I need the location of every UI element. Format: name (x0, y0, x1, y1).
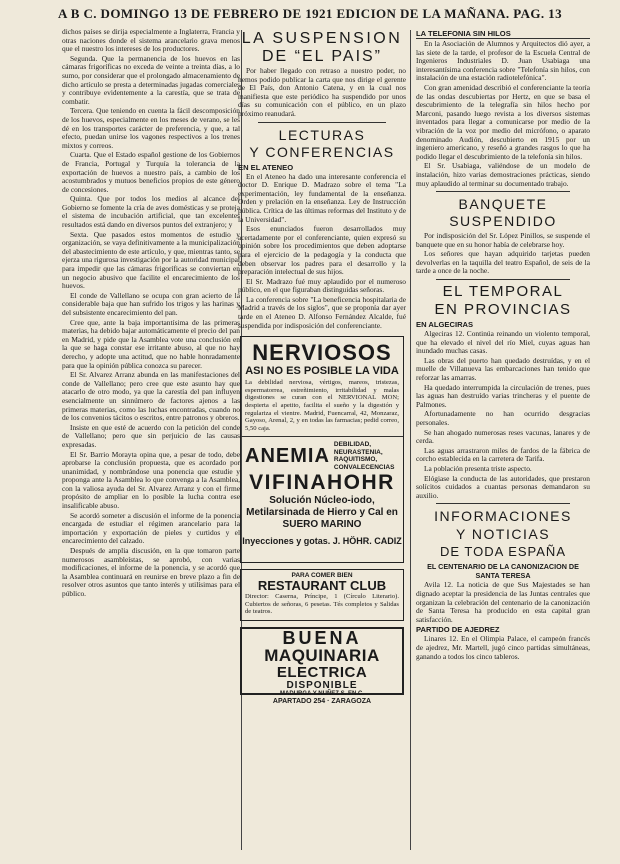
paragraph: El Sr. Alvarez Arranz abunda en las manifestaciones del conde de Vallellano; pero cree que este asunto hay que atacarlo de otro modo, ya que la carestía del pan influyen esencialmente un sinnúmero de factores ajenos a las primeras materias, como las luchas encontradas, cuando no de los convenios tácitos o escritos, entre patronos y obreros. (62, 370, 240, 423)
paragraph: Las obras del puerto han quedado destruídas, y en el muelle de Villanueva las embarcaciones han tenido que reforzar las amarras. (416, 355, 590, 383)
page-header: A B C. DOMINGO 13 DE FEBRERO DE 1921 EDICION DE LA MAÑANA. PAG. 13 (58, 6, 562, 21)
headline-conferencias: Y CONFERENCIAS (249, 143, 395, 160)
headline-temporal: EL TEMPORAL (442, 283, 564, 301)
headline-suspendido: SUSPENDIDO (449, 213, 557, 230)
paragraph: Elógiase la conducta de las autoridades, que prestaron solícitos cuidados a cuantas personas demandaron su auxilio. (416, 473, 590, 500)
paragraph: Insiste en que esté de acuerdo con la petición del conde de Vallellano; pero que sin perjuicio de las causas expresadas. (62, 422, 240, 449)
divider (258, 122, 386, 123)
column-middle (228, 28, 412, 856)
ad-title: NERVIOSOS (252, 340, 392, 366)
headline-informaciones: INFORMACIONES (434, 508, 572, 525)
ad-restaurant-name: RESTAURANT CLUB (257, 578, 387, 594)
subheading: PARTIDO DE AJEDREZ (416, 625, 500, 635)
paragraph: El conde de Vallellano se ocupa con gran acierto de la considerable baja que han sufrido los trigos y las harinas y del subsistente encarecimiento del pan. (62, 290, 240, 317)
paragraph: Ha quedado interrumpida la circulación de trenes, pues las aguas han destruído varias trincheras y el puente de Palmones. (416, 382, 590, 409)
paragraph: Avila 12. La noticia de que Sus Majestades se han dignado aceptar la presidencia de las Juntas centrales que organizan la celebración del centenario de la canonización de Santa Teresa ha producido en esta capital gran satisfacción. (416, 580, 590, 624)
paragraph: El Sr. Barrio Morayta opina que, a pesar de todo, debe aprobarse la conclusión propuesta, que es acordado por unanimidad, y nombrándose una ponencia que estudie y proponga ante la Asamblea lo que convenga a la Asamblea, con la valiosa ayuda del Sr. Alvarez Arranz y con el firme propósito de ampliar en lo posible la lucha contra ese insalificable abuso. (62, 449, 240, 511)
subheading: LA TELEFONIA SIN HILOS (416, 29, 590, 39)
column-right (412, 28, 590, 856)
ad-text: Director: Caserna, Príncipe, 1 (Círculo Literario). Cubiertos de señoras, 6 pesetas. Tés completos y Salidas de teatros. (245, 593, 399, 616)
paragraph: Cree que, ante la baja importantísima de las primeras materias, ha debido bajar automáticamente el precio del pan en Madrid, y pide que la Asamblea vote una conclusión en la que se haga constar ese irritante abuso, al que no hay derecho, y adopte una actitud, que no hable honradamente para que la opinión pública conozca su parecer. (62, 317, 240, 370)
ad-inyecciones: Inyecciones y gotas. J. HÖHR. CADIZ (242, 536, 402, 547)
ad-text: La debilidad nerviosa, vértigos, mareos, tristezas, espermatorrea, estreñimiento, irritabilidad y malas digestiones se curan con el NERVIONAL MON; despierta el apetito, facilita el sueño y la digestión y regulariza el vientre. Madrid, Fuencarral, 42, Monzaraz, Gayoso, Arenal, 2, y en todas las farmacias; pedid correo, 5,50 caja. (245, 379, 399, 432)
headline-toda-espana: DE TODA ESPAÑA (440, 544, 566, 560)
paragraph: Tercera. Que teniendo en cuenta la fácil descomposición de los huevos, especialmente en los meses de verano, se les dé en los transportes carácter de preferencia, y que, a tal efecto, puedan unirse los vagones respectivos a los trenes mixtos y correos. (62, 106, 240, 150)
ad-solution: Solución Núcleo-iodo, Metilarsinada de Hierro y Cal en SUERO MARINO (246, 495, 398, 531)
headline-lecturas: LECTURAS (278, 126, 366, 143)
paragraph: Algeciras 12. Continúa reinando un violento temporal, que ha elevado el nivel del río Miel, cuyas aguas han inundado muchas casas. (416, 329, 590, 356)
paragraph: Afortunadamente no han ocurrido desgracias personales. (416, 409, 590, 427)
paragraph: La conferencia sobre "La beneficencia hospitalaria de Madrid a través de los siglos", que se proponía dar ayer tarde en el Ateneo D. Alfonso Fernández Alcalde, fué suspendida por indisposición del conferenciante. (238, 294, 406, 330)
paragraph: dichos países se dirija especialmente a Inglaterra, Francia y otras naciones donde el sistema arancelario grava menos que el nuestro los intereses de los productores. (62, 28, 240, 54)
paragraph: Sexta. Que pasados estos momentos de estudio y organización, se vaya definitivamente a la municipalización del abastecimiento de este artículo, y que, mientras tanto, se ejerza una rigurosa investigación por la autoridad municipal para impedir que las cámaras frigoríficas se conviertan en un negocio abusivo que facilite el encarecimiento de los huevos. (62, 229, 240, 291)
paragraph: En el Ateneo ha dado una interesante conferencia el doctor D. Enrique D. Madrazo sobre el tema "La experimentación, ley fundamental de la enseñanza. Orden y prelación en la enseñanza. Ley de Instrucción pública. Crítica de las últimas reformas del Instituto y de la Universidad". (238, 171, 406, 224)
divider (436, 279, 570, 280)
paragraph: Por indisposición del Sr. López Pinillos, se suspende el banquete que en su honor había de celebrarse hoy. (416, 231, 590, 249)
paragraph: Las aguas arrastraron miles de fardos de la fábrica de corcho establecida en la carretera de Tarifa. (416, 445, 590, 464)
paragraph: Quinta. Que por todos los medios al alcance del Gobierno se fomente la cría de aves domésticas y se proteja el sistema de incubación artificial, que tan excelentes resultados está dando en diversos puntos del extranjero; y (62, 194, 240, 230)
paragraph: Se acordó someter a discusión el informe de la ponencia encargada de estudiar el régimen arancelario para la importación y exportación de pieles y curtidos y el encarecimiento del calzado. (62, 510, 240, 546)
headline-suspension: LA SUSPENSION (241, 30, 403, 47)
ad-line: ELECTRICA (276, 664, 368, 682)
divider (436, 503, 570, 504)
subheading: EN EL ATENEO (238, 162, 294, 172)
headline-el-pais: DE “EL PAIS” (261, 48, 383, 65)
advertisement-nerviosos (240, 336, 404, 563)
divider (436, 191, 570, 192)
paragraph: Los señores que hayan adquirido tarjetas pueden devolverlas en la taquilla del teatro Español, de seis de la tarde a once de la noche. (416, 249, 590, 276)
paragraph: Linares 12. En el Olimpia Palace, el campeón francés de ajedrez, Mr. Martell, jugó cinco partidas simultáneas, ganando a todos los cinco tableros. (416, 634, 590, 661)
headline-noticias: Y NOTICIAS (455, 526, 551, 543)
ad-line: DISPONIBLE (286, 680, 358, 692)
ad-subtitle: ASI NO ES POSIBLE LA VIDA (245, 365, 399, 378)
ad-brand: VIFINAHOHR (249, 471, 395, 495)
paragraph: En la Asociación de Alumnos y Arquitectos dió ayer, a las siete de la tarde, el profesor de la Escuela Central de Ingenieros Industriales D. Juan Usabiaga una interesantísima conferencia sobre "Telefonía sin hilos, con instalación de una estación radiotelefónica". (416, 39, 590, 83)
subheading: EN ALGECIRAS (416, 320, 474, 330)
advertisement-restaurant (240, 569, 404, 621)
paragraph: Cuarta. Que el Estado español gestione de los Gobiernos de Francia, Portugal y Turquía la tolerancia de la exportación de huevos a nuestro país, a cambio de los acostumbrados y mutuos beneficios propios de este género de concesiones. (62, 150, 240, 194)
paragraph: El Sr. Usabiaga, valiéndose de un modelo de instalación, hizo varias demostraciones prácticas, siendo muy aplaudido al terminar su documentado trabajo. (416, 161, 590, 188)
paragraph: El Sr. Madrazo fué muy aplaudido por el numeroso público, en el que figuraban distinguidas señoras. (238, 276, 406, 295)
paragraph: Segunda. Que la permanencia de los huevos en las cámaras frigoríficas no exceda de veinte a treinta días, a lo sumo, por considerar que el prolongado almacenamiento de dicho artículo se presta a determinadas jugadas comerciales y contribuye evidentemente a la carestía, que se trata de combatir. (62, 53, 240, 106)
headline-provincias: EN PROVINCIAS (434, 301, 572, 319)
ad-pre: PARA COMER BIEN (291, 572, 353, 580)
column-left (62, 28, 240, 856)
headline-banquete: BANQUETE (458, 196, 548, 213)
paragraph: La población presenta triste aspecto. (424, 463, 532, 473)
paragraph: Se han ahogado numerosas reses vacunas, lanares y de cerda. (416, 427, 590, 446)
ad-anemia: ANEMIA (245, 445, 330, 468)
ad-line: APARTADO 254 · ZARAGOZA (272, 698, 372, 706)
divider (241, 436, 403, 437)
advertisement-maquinaria (240, 627, 404, 706)
paragraph: Con gran amenidad describió el conferenciante la teoría de las ondas descubiertas por Hertz, en que se basa el descubrimiento de la telegrafía sin hilos hecho por Marconi, pasando luego revista a los diversos sistemas inventados para llegar a comunicarse por medio de la vibración de la voz por medio del micrófono, o aparato denominado Audión, descubierto en 1915 por un ingeniero americano, y reseñó a grandes rasgos lo que ha podido llegar el descubrimiento de la telefonía sin hilos. (416, 82, 590, 161)
ad-line: MADURGA Y NUÑEZ S. EN C. (280, 691, 364, 698)
subheading: EL CENTENARIO DE LA CANONIZACION DE SANTA TERESA (427, 562, 579, 581)
ad-line: MAQUINARIA (264, 646, 380, 666)
paragraph: Esos enunciados fueron desarrollados muy acertadamente por el conferenciante, quien expresó su opinión sobre los procedimientos que deben adoptarse para el ejercicio de la pedagogía y la conducta que deben observar los padres para el desarrollo y la preparación intelectual de sus hijos. (238, 224, 406, 277)
paragraph: Por haber llegado con retraso a nuestro poder, no hemos podido publicar la carta que nos dirige el gerente de El País, don Antonio Catena, y en la cual nos manifiesta que este periódico ha suspendido por unos días su comunicación con el público, en un plazo próximo reanudará. (238, 66, 406, 118)
ad-anemia-side: DEBILIDAD, NEURASTENIA, RAQUITISMO, CONVALECENCIAS (333, 441, 395, 471)
ad-line: BUENA (282, 628, 362, 649)
paragraph: Después de amplia discusión, en la que tomaron parte numerosos asambleístas, se aprobó, con varias modificaciones, el informe de la ponencia, y se acordó que la Asamblea continuará en reunirse en breve plazo a fin de resolver otros asuntos que tanto interés y utilísimas para el público. (62, 546, 240, 598)
